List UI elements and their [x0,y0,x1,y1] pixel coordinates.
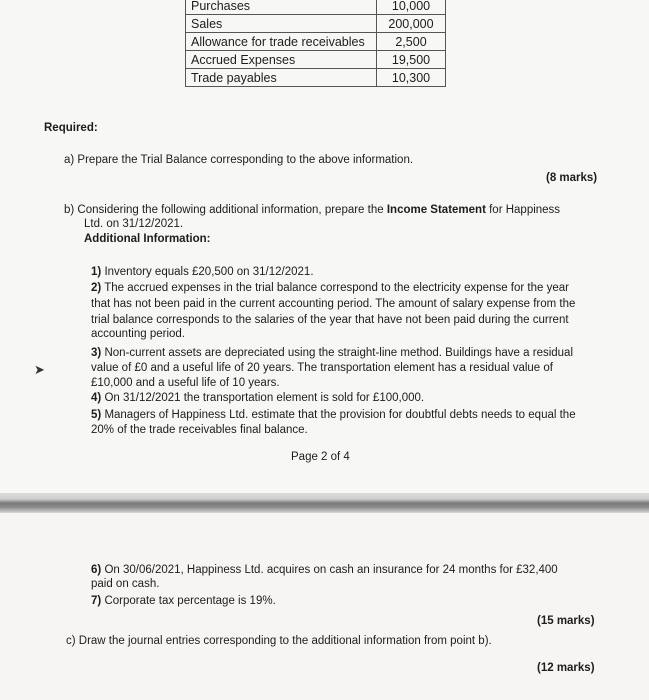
info-item-7: 7) Corporate tax percentage is 19%. [91,595,276,607]
info-item-2-line3: trial balance corresponds to the salaries of the year that have not been paid during the current [91,314,569,326]
part-c-marks: (12 marks) [537,662,595,674]
part-a-text: a) Prepare the Trial Balance corresponding to the above information. [64,154,414,166]
required-heading: Required: [44,122,98,134]
info-item-2-line4: accounting period. [91,328,185,340]
part-c-text: c) Draw the journal entries corresponding to the additional information from point b). [66,635,492,647]
info-item-5-line2: 20% of the trade receivables final balance. [91,424,308,436]
table-row: Allowance for trade receivables 2,500 [186,33,446,51]
part-b-text: b) Considering the following additional information, prepare the Income Statement for Happiness [64,204,561,216]
part-b-text-line2: Ltd. on 31/12/2021. [84,218,184,230]
mouse-cursor-icon: ➤ [34,362,45,377]
table-row: Sales 200,000 [186,15,446,33]
page-break [0,493,649,513]
info-item-6: 6) On 30/06/2021, Happiness Ltd. acquires on cash an insurance for 24 months for £32,400 [91,564,558,576]
part-b-marks: (15 marks) [537,615,595,627]
part-a-marks: (8 marks) [546,172,598,184]
page-number: Page 2 of 4 [291,451,350,463]
info-item-3-line2: value of £0 and a useful life of 20 years. The transportation element has a residual value of [91,362,553,374]
info-item-5: 5) Managers of Happiness Ltd. estimate that the provision for doubtful debts needs to equal the [91,409,576,421]
info-item-1: 1) Inventory equals £20,500 on 31/12/2021. [91,266,314,278]
additional-info-heading: Additional Information: [84,233,211,245]
table-row: Trade payables 10,300 [186,69,446,87]
info-item-6-line2: paid on cash. [91,578,160,590]
table-row: Purchases 10,000 [186,0,446,15]
info-item-3-line3: £10,000 and a useful life of 10 years. [91,377,280,389]
trial-balance-table [185,0,446,87]
info-item-2-line2: that has not been paid in the current accounting period. The amount of salary expense from the [91,298,576,310]
info-item-4: 4) On 31/12/2021 the transportation element is sold for £100,000. [91,392,425,404]
info-item-2: 2) The accrued expenses in the trial balance correspond to the electricity expense for the year [91,282,569,294]
info-item-3: 3) Non-current assets are depreciated using the straight-line method. Buildings have a residual [91,347,574,359]
table-row: Accrued Expenses 19,500 [186,51,446,69]
